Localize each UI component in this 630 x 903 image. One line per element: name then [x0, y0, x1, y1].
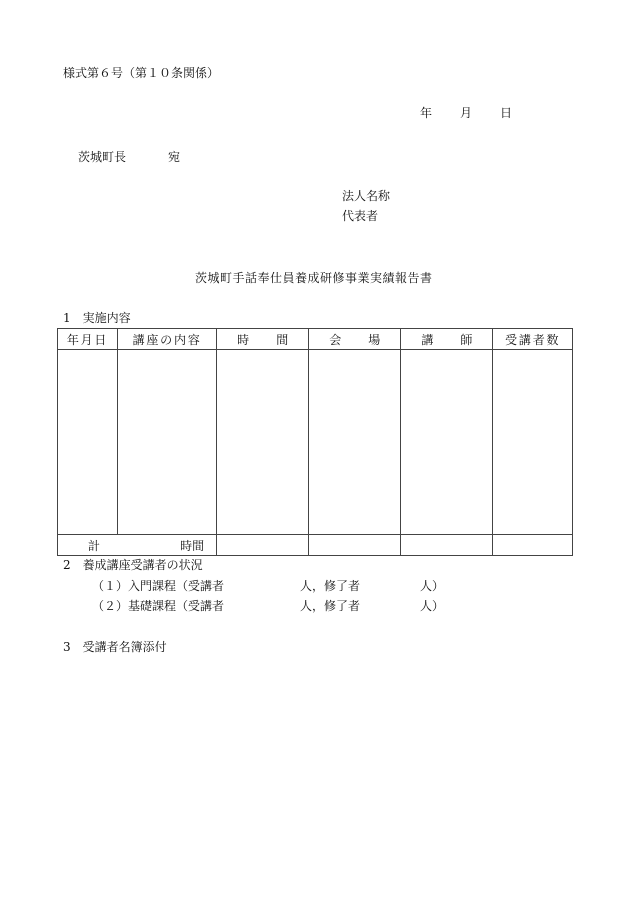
addressee-suffix: 宛	[168, 150, 181, 164]
intro-course-label: （１）入門課程（受講者	[92, 579, 225, 593]
col-header-venue-a: 会	[329, 332, 342, 347]
table-header-row	[58, 329, 573, 350]
total-unit: 時間	[180, 538, 205, 553]
cell-time[interactable]	[217, 350, 309, 535]
section3-heading: 3 受講者名簿添付	[63, 640, 167, 654]
corp-name-label: 法人名称	[342, 189, 391, 203]
intro-course-unit1: 人，修了者	[300, 579, 361, 593]
total-cell	[58, 535, 217, 556]
col-header-time	[217, 329, 309, 350]
date-month-label: 月	[460, 106, 473, 120]
total-venue[interactable]	[309, 535, 401, 556]
col-header-date: 年月日	[58, 329, 118, 350]
section1-heading: 1 実施内容	[63, 311, 131, 325]
col-header-content: 講座の内容	[118, 329, 217, 350]
table-body-row	[58, 350, 573, 535]
basic-course-unit1: 人，修了者	[300, 599, 361, 613]
total-label: 計	[88, 538, 101, 553]
section2-heading: 2 養成講座受講者の状況	[63, 558, 203, 572]
form-number: 様式第６号（第１０条関係）	[63, 66, 220, 80]
table-total-row	[58, 535, 573, 556]
col-header-venue	[309, 329, 401, 350]
addressee-name: 茨城町長	[78, 150, 127, 164]
col-header-instructor-a: 講	[421, 332, 434, 347]
cell-content[interactable]	[118, 350, 217, 535]
basic-course-unit2: 人）	[420, 599, 445, 613]
total-attendees[interactable]	[493, 535, 573, 556]
col-header-time-a: 時	[237, 332, 250, 347]
representative-label: 代表者	[342, 209, 379, 223]
date-day-label: 日	[500, 106, 513, 120]
document-title: 茨城町手話奉仕員養成研修事業実績報告書	[195, 271, 433, 285]
implementation-table	[57, 328, 573, 556]
total-time[interactable]	[217, 535, 309, 556]
col-header-venue-b: 場	[368, 332, 381, 347]
col-header-attendees: 受講者数	[493, 329, 573, 350]
date-year-label: 年	[420, 106, 433, 120]
cell-date[interactable]	[58, 350, 118, 535]
cell-attendees[interactable]	[493, 350, 573, 535]
cell-venue[interactable]	[309, 350, 401, 535]
intro-course-unit2: 人）	[420, 579, 445, 593]
col-header-time-b: 間	[276, 332, 289, 347]
total-instructor[interactable]	[401, 535, 493, 556]
cell-instructor[interactable]	[401, 350, 493, 535]
col-header-instructor	[401, 329, 493, 350]
col-header-instructor-b: 師	[460, 332, 473, 347]
basic-course-label: （２）基礎課程（受講者	[92, 599, 225, 613]
